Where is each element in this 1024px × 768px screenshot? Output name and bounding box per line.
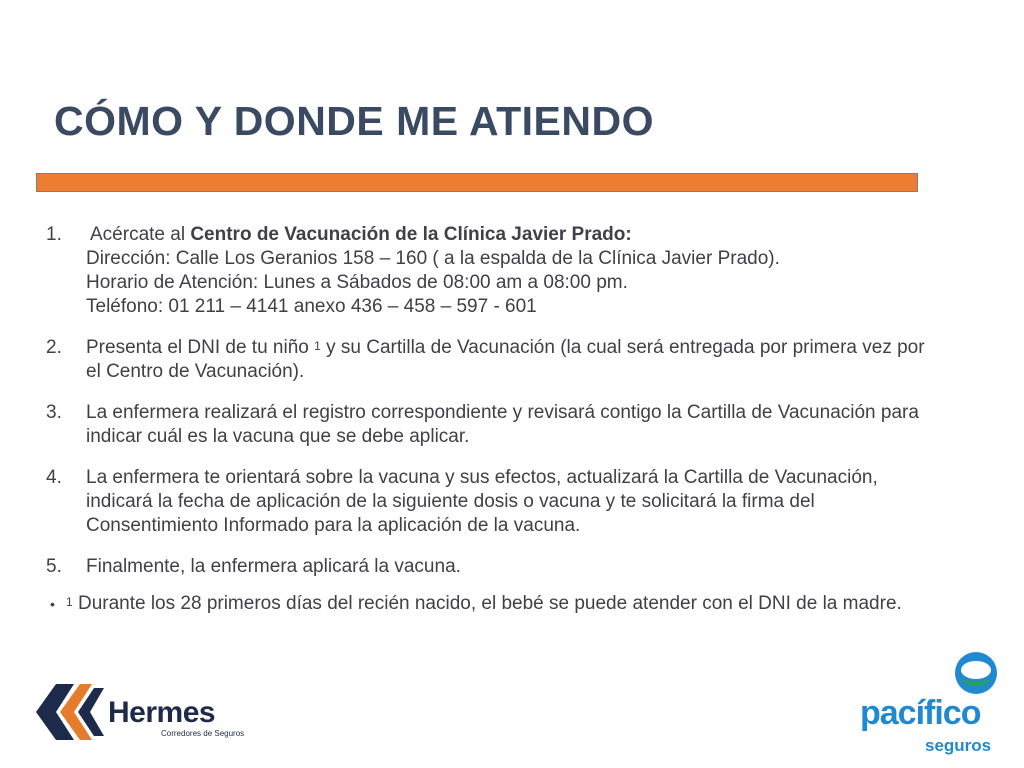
item-number: 5. bbox=[46, 556, 62, 577]
item-text bbox=[86, 336, 926, 384]
item-text-before: Presenta el DNI de tu niño bbox=[86, 337, 315, 358]
clinic-hours: Horario de Atención: Lunes a Sábados de 08:00 am a 08:00 pm. bbox=[86, 272, 628, 293]
list-item bbox=[46, 466, 926, 538]
title-underline-bar bbox=[36, 173, 918, 192]
item-text bbox=[86, 223, 926, 319]
list-item bbox=[46, 401, 926, 449]
bullet-icon: • bbox=[50, 596, 55, 612]
footnote-body: Durante los 28 primeros días del recién nacido, el bebé se puede atender con el DNI de la madre. bbox=[72, 593, 902, 614]
item-number: 2. bbox=[46, 337, 62, 358]
intro-text: Acércate al bbox=[90, 224, 191, 245]
footnote-ref: 1 bbox=[314, 339, 321, 353]
list-item bbox=[46, 336, 926, 384]
clinic-name: Centro de Vacunación de la Clínica Javier Prado: bbox=[190, 224, 632, 245]
footnote-text bbox=[66, 592, 926, 616]
item-intro bbox=[90, 223, 926, 247]
pacifico-logo-subtitle: seguros bbox=[925, 736, 992, 755]
item-number: 1. bbox=[46, 224, 62, 245]
clinic-address: Dirección: Calle Los Geranios 158 – 160 ( a la espalda de la Clínica Javier Prado). bbox=[86, 248, 780, 269]
item-number: 3. bbox=[46, 402, 62, 423]
page-title: CÓMO Y DONDE ME ATIENDO bbox=[54, 98, 654, 144]
list-item bbox=[46, 223, 926, 319]
item-text: Finalmente, la enfermera aplicará la vacuna. bbox=[86, 556, 461, 577]
footnote-mark: 1 bbox=[66, 595, 73, 609]
pacifico-logo-text: pacífico bbox=[860, 694, 981, 732]
item-number: 4. bbox=[46, 467, 62, 488]
item-text: La enfermera realizará el registro correspondiente y revisará contigo la Cartilla de Vacunación para indicar cuál es la vacuna que se debe aplicar. bbox=[86, 402, 919, 447]
item-text-after: y su Cartilla de Vacunación (la cual será entregada por primera vez por el Centro de Vacunación). bbox=[86, 337, 925, 382]
clinic-phone: Teléfono: 01 211 – 4141 anexo 436 – 458 – 597 - 601 bbox=[86, 296, 537, 317]
hermes-logo-subtitle: Corredores de Seguros bbox=[161, 729, 245, 738]
steps-list bbox=[46, 223, 926, 616]
item-text: La enfermera te orientará sobre la vacuna y sus efectos, actualizará la Cartilla de Vacunación, indicará la fecha de aplicación de la siguiente dosis o vacuna y te solicitará la firma del Consentimiento Informado para la aplicación de la vacuna. bbox=[86, 467, 878, 536]
pacifico-logo-icon bbox=[953, 650, 999, 696]
hermes-logo-text: Hermes bbox=[108, 696, 216, 729]
footnote bbox=[46, 592, 926, 616]
list-item bbox=[46, 555, 926, 579]
